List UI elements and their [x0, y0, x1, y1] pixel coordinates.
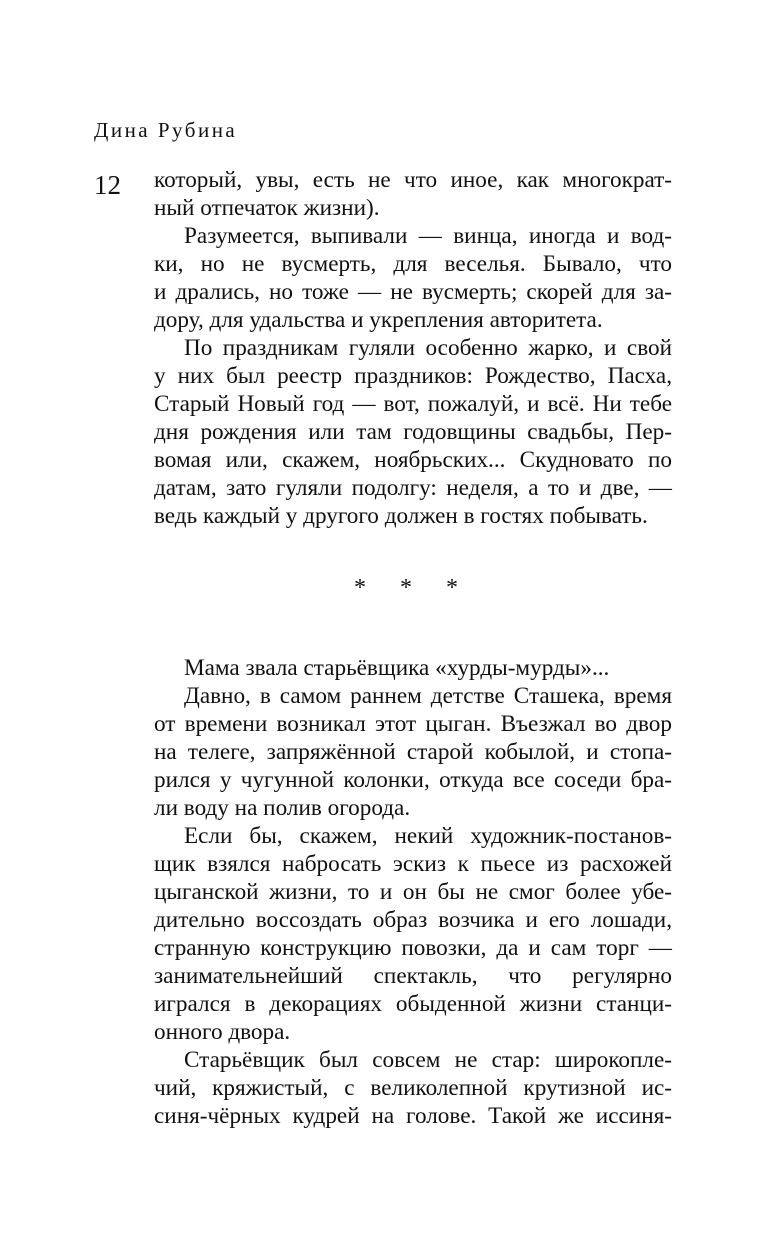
text-line: цыганской жизни, то и он бы не смог более убе-	[154, 879, 672, 905]
text-line: ный отпечаток жизни).	[154, 195, 380, 221]
text-line: дительно воссоздать образ возчика и его лошади,	[154, 907, 672, 933]
text-line: странную конструкцию повозки, да и сам торг —	[154, 935, 672, 961]
text-line: Разумеется, выпивали — винца, иногда и вод-	[184, 223, 672, 249]
text-line: дору, для удальства и укрепления авторитета.	[154, 307, 603, 333]
text-line: датам, зато гуляли подолгу: неделя, а то и две, —	[154, 475, 672, 501]
text-line: Мама звала старьёвщика «хурды-мурды»...	[184, 655, 610, 681]
text-line: и дрались, но тоже — не вусмерть; скорей для за-	[154, 279, 672, 305]
text-line: который, увы, есть не что иное, как многократ-	[154, 167, 672, 193]
text-line: чий, кряжистый, с великолепной крутизной ис-	[154, 1075, 672, 1101]
text-line: от времени возникал этот цыган. Въезжал во двор	[154, 711, 672, 737]
text-line: щик взялся набросать эскиз к пьесе из расхожей	[154, 851, 672, 877]
text-line: вомая или, скажем, ноябрьских... Скудновато по	[154, 447, 672, 473]
text-line: синя-чёрных кудрей на голове. Такой же иссиня-	[154, 1103, 672, 1129]
text-line: Давно, в самом раннем детстве Сташека, время	[184, 683, 672, 709]
section-separator: * * *	[354, 575, 472, 601]
text-line: По праздникам гуляли особенно жарко, и свой	[184, 335, 672, 361]
body-text	[154, 166, 672, 1130]
text-line: Старый Новый год — вот, пожалуй, и всё. Ни тебе	[154, 391, 672, 417]
page-number: 12	[94, 170, 121, 200]
text-line: игрался в декорациях обыденной жизни станци-	[154, 991, 672, 1017]
text-line: ли воду на полив огорода.	[154, 795, 411, 821]
text-line: онного двора.	[154, 1019, 291, 1045]
text-line: у них был реестр праздников: Рождество, Пасха,	[154, 363, 672, 389]
text-line: на телеге, запряжённой старой кобылой, и стопа-	[154, 739, 672, 765]
running-head-author: Дина Рубина	[94, 118, 238, 142]
text-line: дня рождения или там годовщины свадьбы, Пер-	[154, 419, 672, 445]
text-line: Старьёвщик был совсем не стар: широкоплe-	[184, 1047, 672, 1073]
text-line: ведь каждый у другого должен в гостях побывать.	[154, 503, 648, 529]
text-line: занимательнейший спектакль, что регулярно	[154, 963, 672, 989]
text-line: рился у чугунной колонки, откуда все соседи бра-	[154, 767, 672, 793]
text-line: ки, но не вусмерть, для веселья. Бывало, что	[154, 251, 672, 277]
text-line: Если бы, скажем, некий художник-постанов-	[184, 823, 672, 849]
